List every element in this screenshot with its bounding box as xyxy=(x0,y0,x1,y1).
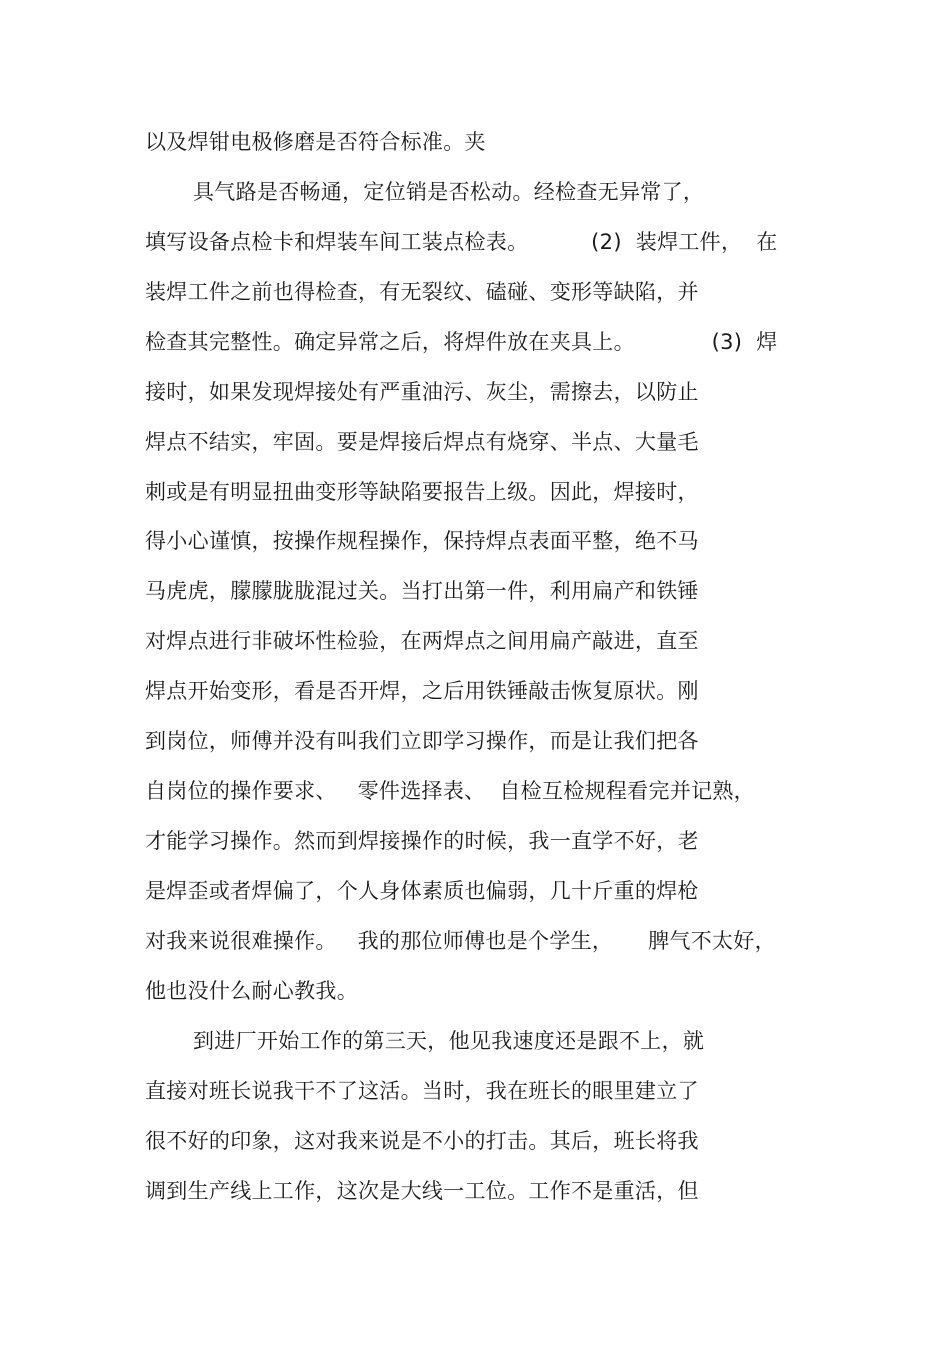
text-line-19: 到进厂开始工作的第三天，他见我速度还是跟不上，就 xyxy=(193,1029,705,1053)
text-line-20: 直接对班长说我干不了这活。当时，我在班长的眼里建立了 xyxy=(145,1079,699,1103)
text-line-7: 焊点不结实，牢固。要是焊接后焊点有烧穿、半点、大量毛 xyxy=(145,430,699,454)
text-line-4: 装焊工件之前也得检查，有无裂纹、磕碰、变形等缺陷，并 xyxy=(145,280,699,304)
text-line-16: 是焊歪或者焊偏了，个人身体素质也偏弱，几十斤重的焊枪 xyxy=(145,879,699,903)
text-line-9: 得小心谨慎，按操作规程操作，保持焊点表面平整，绝不马 xyxy=(145,529,699,553)
text-line-21: 很不好的印象，这对我来说是不小的打击。其后，班长将我 xyxy=(145,1129,699,1153)
text-line-12: 焊点开始变形，看是否开焊，之后用铁锤敲击恢复原状。刚 xyxy=(145,679,699,703)
text-line-6: 接时，如果发现焊接处有严重油污、灰尘，需擦去，以防止 xyxy=(145,380,699,404)
text-line-11: 对焊点进行非破坏性检验，在两焊点之间用扁产敲进，直至 xyxy=(145,629,699,653)
text-line-2: 具气路是否畅通，定位销是否松动。经检查无异常了， xyxy=(193,180,705,204)
text-line-5: 检查其完整性。确定异常之后，将焊件放在夹具上。 (3) 焊 xyxy=(145,330,778,354)
text-line-17: 对我来说很难操作。 我的那位师傅也是个学生， 脾气不太好， xyxy=(145,929,776,953)
text-line-8: 刺或是有明显扭曲变形等缺陷要报告上级。因此，焊接时， xyxy=(145,480,699,504)
text-line-3: 填写设备点检卡和焊装车间工装点检表。 (2) 装焊工件， 在 xyxy=(145,230,778,254)
text-line-22: 调到生产线上工作，这次是大线一工位。工作不是重活，但 xyxy=(145,1179,699,1203)
text-line-14: 自岗位的操作要求、 零件选择表、 自检互检规程看完并记熟， xyxy=(145,779,755,803)
text-line-10: 马虎虎，朦朦胧胧混过关。当打出第一件，利用扁产和铁锤 xyxy=(145,579,699,603)
text-line-15: 才能学习操作。然而到焊接操作的时候，我一直学不好，老 xyxy=(145,829,699,853)
text-line-13: 到岗位，师傅并没有叫我们立即学习操作，而是让我们把各 xyxy=(145,729,699,753)
text-line-1: 以及焊钳电极修磨是否符合标准。夹 xyxy=(145,130,486,154)
text-line-18: 他也没什么耐心教我。 xyxy=(145,979,358,1003)
